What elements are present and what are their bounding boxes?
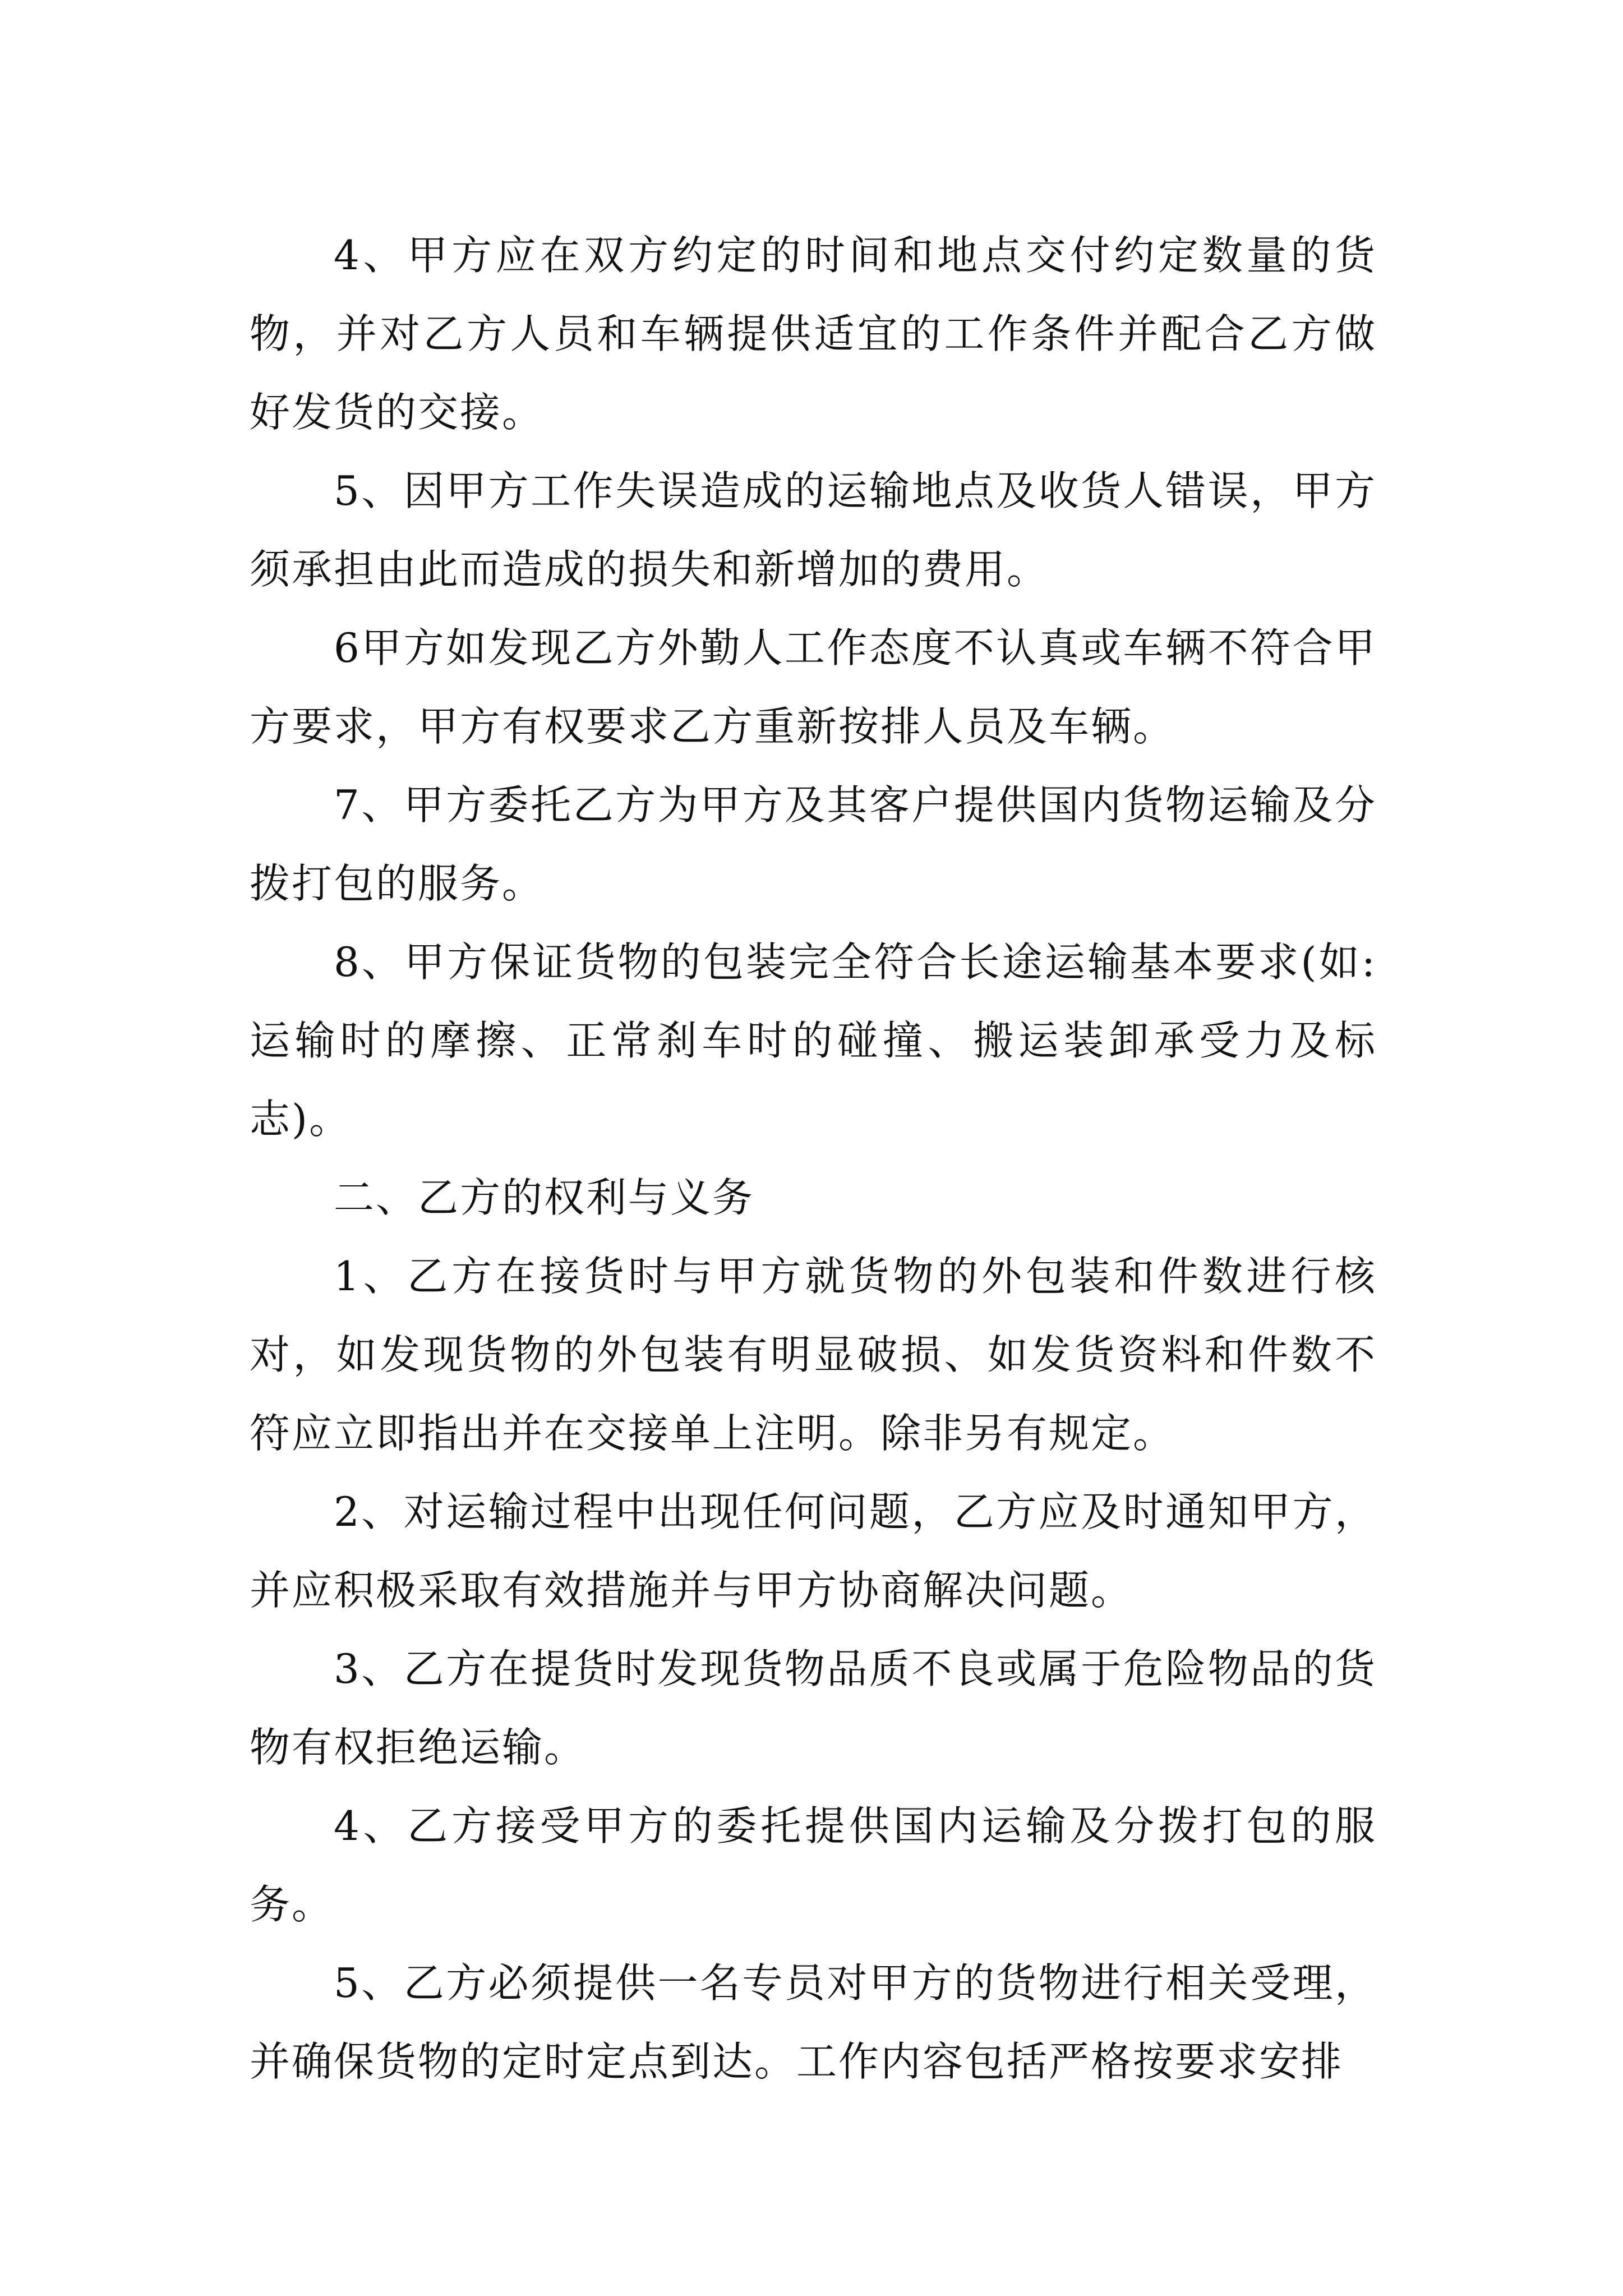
paragraph-party-a-6: 6甲方如发现乙方外勤人工作态度不认真或车辆不符合甲方要求，甲方有权要求乙方重新按排人员及车辆。 xyxy=(250,624,1377,750)
paragraph-party-a-8: 8、甲方保证货物的包装完全符合长途运输基本要求(如:运输时的摩擦、正常刹车时的碰撞、搬运装卸承受力及标志)。 xyxy=(250,938,1377,1143)
paragraph-party-b-3: 3、乙方在提货时发现货物品质不良或属于危险物品的货物有权拒绝运输。 xyxy=(250,1645,1377,1771)
paragraph-party-b-2: 2、对运输过程中出现任何问题，乙方应及时通知甲方，并应积极采取有效措施并与甲方协商解决问题。 xyxy=(250,1488,1377,1614)
paragraph-party-b-4: 4、乙方接受甲方的委托提供国内运输及分拨打包的服务。 xyxy=(250,1802,1377,1928)
paragraph-party-b-1: 1、乙方在接货时与甲方就货物的外包装和件数进行核对，如发现货物的外包装有明显破损、如发货资料和件数不符应立即指出并在交接单上注明。除非另有规定。 xyxy=(250,1253,1377,1457)
paragraph-party-b-5: 5、乙方必须提供一名专员对甲方的货物进行相关受理，并确保货物的定时定点到达。工作内容包括严格按要求安排 xyxy=(250,1959,1377,2085)
document-body xyxy=(250,216,1377,2101)
paragraph-party-a-5: 5、因甲方工作失误造成的运输地点及收货人错误，甲方须承担由此而造成的损失和新增加的费用。 xyxy=(250,467,1377,593)
paragraph-party-a-7: 7、甲方委托乙方为甲方及其客户提供国内货物运输及分拨打包的服务。 xyxy=(250,781,1377,907)
section-heading-party-b: 二、乙方的权利与义务 xyxy=(334,1174,755,1221)
paragraph-party-a-4: 4、甲方应在双方约定的时间和地点交付约定数量的货物，并对乙方人员和车辆提供适宜的工作条件并配合乙方做好发货的交接。 xyxy=(250,232,1377,436)
